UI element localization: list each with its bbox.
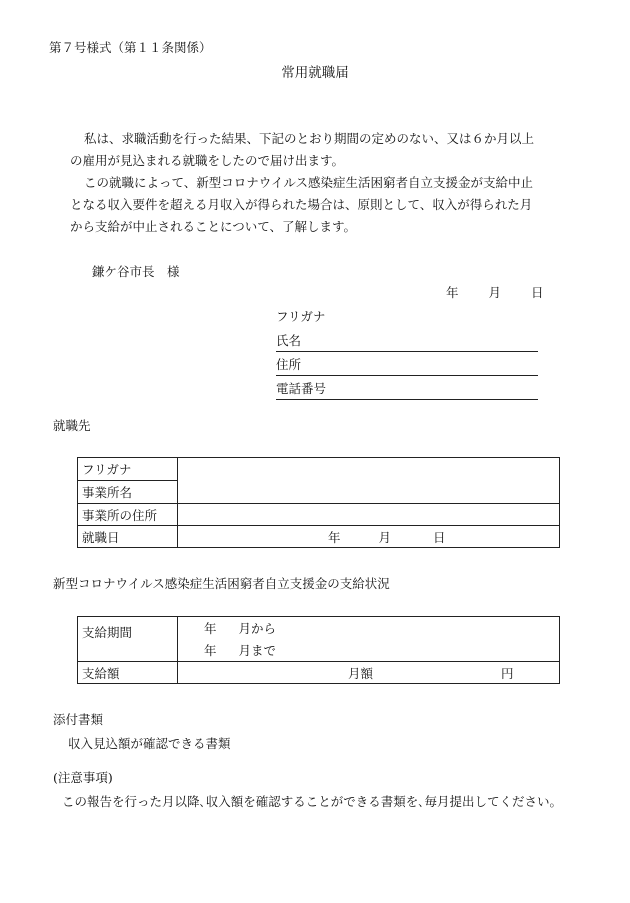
employment-table xyxy=(77,457,560,548)
company-address-field[interactable] xyxy=(178,504,560,526)
company-name-label: 事業所名 xyxy=(78,481,178,504)
support-period-to-field[interactable] xyxy=(178,640,560,662)
notes-title: (注意事項) xyxy=(53,770,113,785)
support-amount-field[interactable] xyxy=(178,662,560,684)
date-year-label: 年 xyxy=(446,285,459,300)
attachment-item: 収入見込額が確認できる書類 xyxy=(68,736,231,751)
declaration-line: から支給が中止されることについて、了解します。 xyxy=(70,219,357,234)
underline xyxy=(276,351,538,352)
employment-section-title: 就職先 xyxy=(53,418,91,433)
underline xyxy=(276,399,538,400)
declaration-line: 私は、求職活動を行った結果、下記のとおり期間の定めのない、又は６か月以上 xyxy=(84,131,535,146)
date-month-label: 月 xyxy=(488,285,502,300)
declaration-line: の雇用が見込まれる就職をしたので届け出ます。 xyxy=(70,153,345,168)
employment-date-field[interactable] xyxy=(178,526,560,548)
employment-year-label: 年 xyxy=(328,529,341,545)
yen-label: 円 xyxy=(501,665,514,681)
employment-furigana-label: フリガナ xyxy=(78,458,178,481)
period-from-year: 年 xyxy=(204,621,217,637)
underline xyxy=(276,375,538,376)
support-section-title: 新型コロナウイルス感染症生活困窮者自立支援金の支給状況 xyxy=(53,576,390,591)
employment-date-label: 就職日 xyxy=(78,526,178,548)
applicant-furigana-label: フリガナ xyxy=(276,309,326,324)
declaration-line: となる収入要件を超える月収入が得られた場合は、原則として、収入が得られた月 xyxy=(70,197,533,212)
applicant-name-field[interactable] xyxy=(276,332,538,356)
declaration-line: この就職によって、新型コロナウイルス感染症生活困窮者自立支援金が支給中止 xyxy=(84,175,534,190)
period-from-month: 月から xyxy=(238,621,277,637)
period-to-month: 月まで xyxy=(238,643,277,659)
applicant-address-field[interactable] xyxy=(276,356,538,380)
form-number: 第７号様式（第１１条関係） xyxy=(49,40,212,55)
applicant-phone-label: 電話番号 xyxy=(276,381,327,396)
monthly-amount-label: 月額 xyxy=(348,665,374,681)
applicant-phone-field[interactable] xyxy=(276,380,538,404)
applicant-block xyxy=(276,308,538,404)
support-period-label: 支給期間 xyxy=(78,617,178,662)
applicant-address-label: 住所 xyxy=(276,357,302,372)
document-title: 常用就職届 xyxy=(281,65,349,81)
declaration-paragraph xyxy=(62,128,582,238)
applicant-name-label: 氏名 xyxy=(276,333,302,348)
employment-month-label: 月 xyxy=(378,529,392,545)
support-amount-label: 支給額 xyxy=(78,662,178,684)
attachments-title: 添付書類 xyxy=(53,712,104,727)
notes-body: この報告を行った月以降､収入額を確認することができる書類を､毎月提出してください。 xyxy=(62,794,563,809)
company-address-label: 事業所の住所 xyxy=(78,504,178,526)
support-period-from-field[interactable] xyxy=(178,617,560,640)
submission-date xyxy=(446,287,544,300)
period-to-year: 年 xyxy=(204,643,217,659)
date-day-label: 日 xyxy=(531,285,544,300)
addressee: 鎌ケ谷市長 様 xyxy=(92,264,180,279)
company-name-field[interactable] xyxy=(178,458,560,504)
support-table xyxy=(77,616,560,684)
employment-day-label: 日 xyxy=(433,529,446,545)
applicant-furigana-row[interactable] xyxy=(276,308,538,332)
